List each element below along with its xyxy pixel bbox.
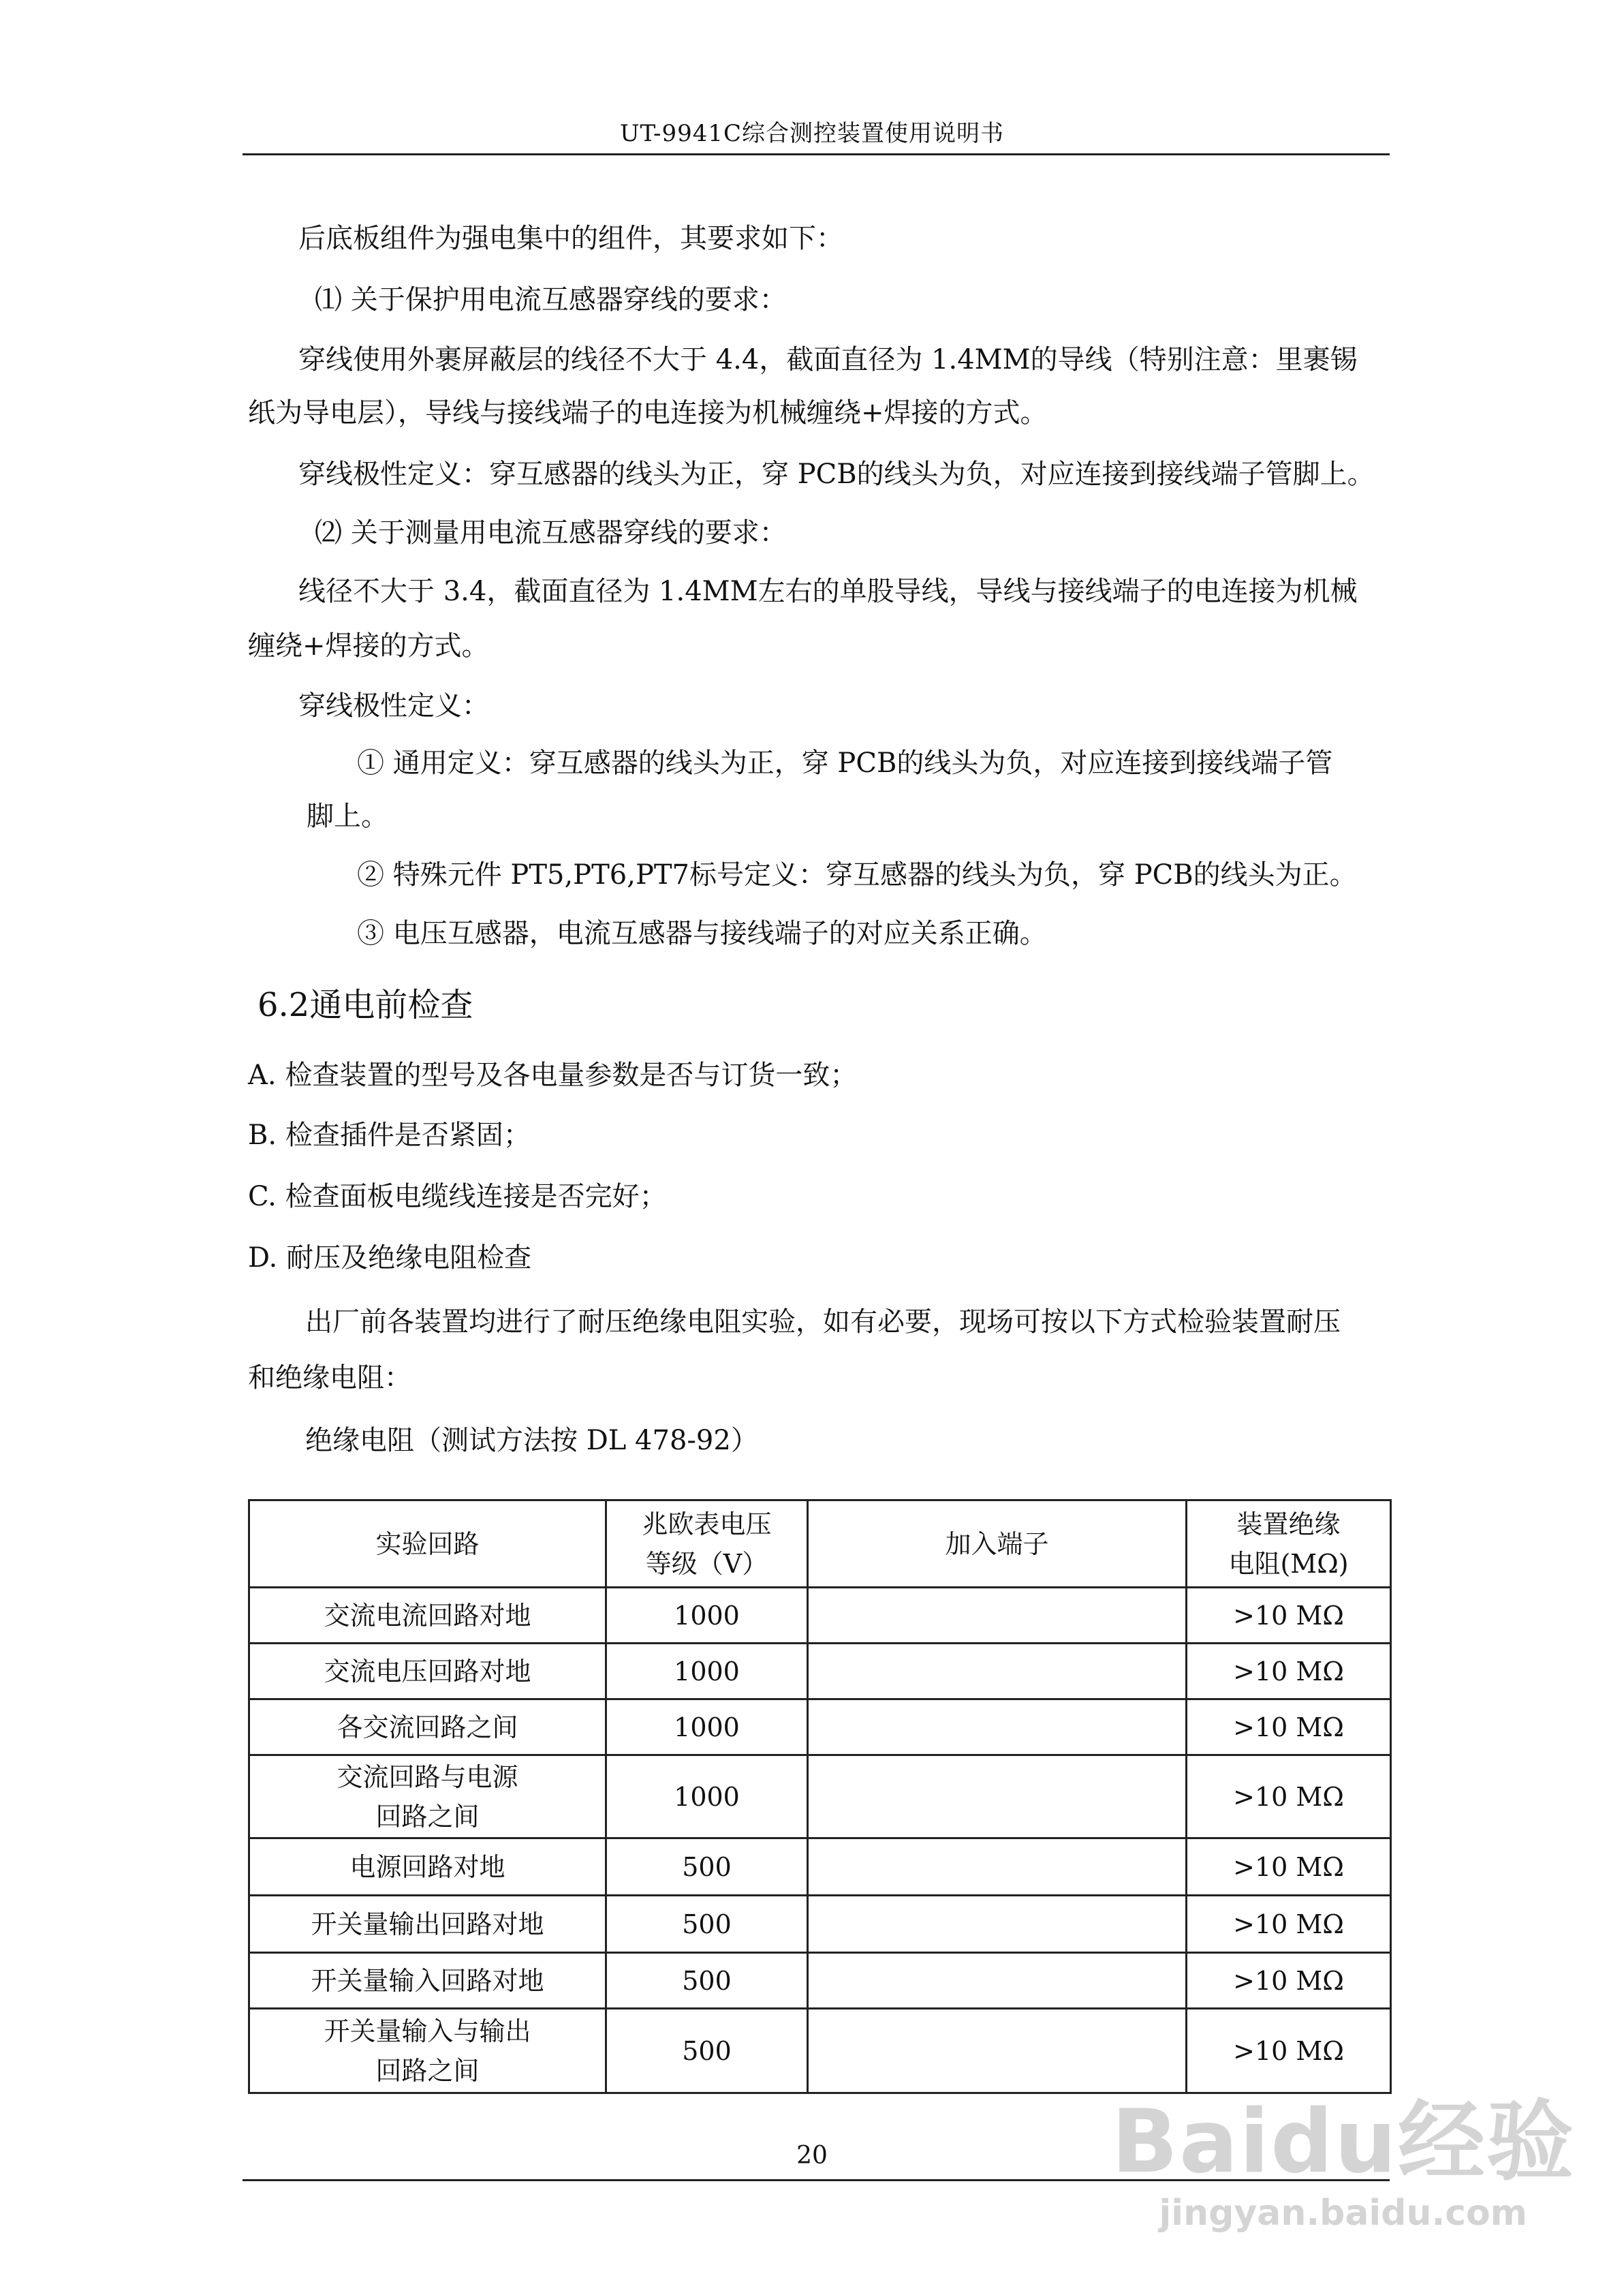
circuit-line: 回路之间 (375, 2055, 480, 2086)
header-line: 电阻(MΩ) (1228, 1548, 1349, 1579)
intro-paragraph: 和绝缘电阻： (248, 1362, 411, 1393)
table-row (249, 1644, 1391, 1699)
table-row (249, 1896, 1391, 1953)
circuit-line: 开关量输入与输出 (324, 2016, 531, 2046)
paragraph: 穿线极性定义： (298, 690, 489, 722)
voltage-cell: 500 (606, 2009, 808, 2093)
header-line: 加入端子 (945, 1528, 1049, 1559)
terminal-cell (808, 1896, 1187, 1953)
page-number: 20 (796, 2142, 828, 2170)
circuit-line: 各交流回路之间 (337, 1712, 518, 1742)
paragraph: ⑵ 关于测量用电流互感器穿线的要求： (315, 517, 787, 549)
voltage-cell: 500 (606, 1896, 808, 1953)
table-row (249, 1953, 1391, 2009)
paragraph: ③ 电压互感器，电流互感器与接线端子的对应关系正确。 (357, 918, 1047, 949)
resistance-cell: >10 MΩ (1187, 1896, 1391, 1953)
resistance-cell: >10 MΩ (1187, 1838, 1391, 1896)
paragraph: 线径不大于 3.4，截面直径为 1.4MM左右的单股导线，导线与接线端子的电连接为机械 (298, 576, 1358, 607)
circuit-line: 电源回路对地 (349, 1851, 505, 1882)
check-item-a: A. 检查装置的型号及各电量参数是否与订货一致； (248, 1060, 858, 1091)
paragraph: 纸为导电层），导线与接线端子的电连接为机械缠绕+焊接的方式。 (248, 397, 1048, 429)
voltage-cell: 1000 (606, 1644, 808, 1699)
baidu-jingyan-watermark (1111, 2071, 1575, 2234)
circuit-cell (249, 2009, 606, 2093)
circuit-cell (249, 1953, 606, 2009)
terminal-cell (808, 1588, 1187, 1644)
paragraph: 穿线极性定义：穿互感器的线头为正，穿 PCB的线头为负，对应连接到接线端子管脚上。 (298, 459, 1375, 490)
resistance-cell: >10 MΩ (1187, 2009, 1391, 2093)
terminal-cell (808, 1699, 1187, 1755)
resistance-cell: >10 MΩ (1187, 1755, 1391, 1838)
paragraph: ⑴ 关于保护用电流互感器穿线的要求： (315, 284, 787, 315)
paragraph: 脚上。 (307, 801, 388, 832)
paragraph: 后底板组件为强电集中的组件，其要求如下： (298, 223, 843, 254)
circuit-cell (249, 1588, 606, 1644)
section-title: 6.2通电前检查 (257, 986, 473, 1024)
intro-paragraph: 出厂前各装置均进行了耐压绝缘电阻实验，如有必要，现场可按以下方式检验装置耐压 (305, 1306, 1341, 1338)
circuit-line: 交流电压回路对地 (324, 1656, 531, 1686)
terminal-cell (808, 1953, 1187, 2009)
circuit-cell (249, 1896, 606, 1953)
paragraph: ② 特殊元件 PT5,PT6,PT7标号定义：穿互感器的线头为负，穿 PCB的线头为正。 (357, 859, 1357, 891)
circuit-line: 交流回路与电源 (337, 1761, 518, 1792)
header-cell (249, 1500, 606, 1588)
header-cell (808, 1500, 1187, 1588)
table-row (249, 1699, 1391, 1755)
check-item-c: C. 检查面板电缆线连接是否完好； (248, 1181, 667, 1212)
circuit-line: 开关量输出回路对地 (311, 1909, 544, 1939)
resistance-cell: >10 MΩ (1187, 1644, 1391, 1699)
voltage-cell: 500 (606, 1953, 808, 2009)
voltage-cell: 1000 (606, 1588, 808, 1644)
terminal-cell (808, 1644, 1187, 1699)
document-header-title: UT-9941C综合测控装置使用说明书 (620, 120, 1004, 147)
voltage-cell: 500 (606, 1838, 808, 1896)
terminal-cell (808, 1755, 1187, 1838)
header-line: 等级（V） (645, 1548, 768, 1579)
watermark-logo: Baidu经验 (1111, 2091, 1575, 2193)
header-rule (243, 153, 1390, 155)
resistance-cell: >10 MΩ (1187, 1699, 1391, 1755)
table-header-row (249, 1500, 1391, 1588)
voltage-cell: 1000 (606, 1755, 808, 1838)
circuit-cell (249, 1755, 606, 1838)
resistance-cell: >10 MΩ (1187, 1953, 1391, 2009)
paragraph: ① 通用定义：穿互感器的线头为正，穿 PCB的线头为负，对应连接到接线端子管 (357, 748, 1333, 779)
table-row (249, 1588, 1391, 1644)
header-line: 兆欧表电压 (642, 1509, 772, 1539)
circuit-cell (249, 1644, 606, 1699)
terminal-cell (808, 1838, 1187, 1896)
check-item-b: B. 检查插件是否紧固； (248, 1120, 531, 1151)
insulation-resistance-table (248, 1499, 1392, 2094)
header-cell (606, 1500, 808, 1588)
circuit-line: 开关量输入回路对地 (311, 1965, 544, 1996)
paragraph: 缠绕+焊接的方式。 (248, 630, 489, 662)
header-line: 实验回路 (375, 1528, 480, 1559)
table-row (249, 1838, 1391, 1896)
resistance-cell: >10 MΩ (1187, 1588, 1391, 1644)
circuit-cell (249, 1699, 606, 1755)
header-cell (1187, 1500, 1391, 1588)
header-line: 装置绝缘 (1236, 1509, 1341, 1539)
circuit-line: 回路之间 (375, 1801, 480, 1832)
voltage-cell: 1000 (606, 1699, 808, 1755)
table-caption: 绝缘电阻（测试方法按 DL 478-92） (305, 1425, 758, 1456)
watermark-url: jingyan.baidu.com (1159, 2193, 1527, 2234)
check-item-d: D. 耐压及绝缘电阻检查 (248, 1242, 532, 1274)
paragraph: 穿线使用外裹屏蔽层的线径不大于 4.4，截面直径为 1.4MM的导线（特别注意：里裹锡 (298, 344, 1358, 375)
circuit-line: 交流电流回路对地 (324, 1600, 531, 1631)
table-row (249, 1755, 1391, 1838)
circuit-cell (249, 1838, 606, 1896)
